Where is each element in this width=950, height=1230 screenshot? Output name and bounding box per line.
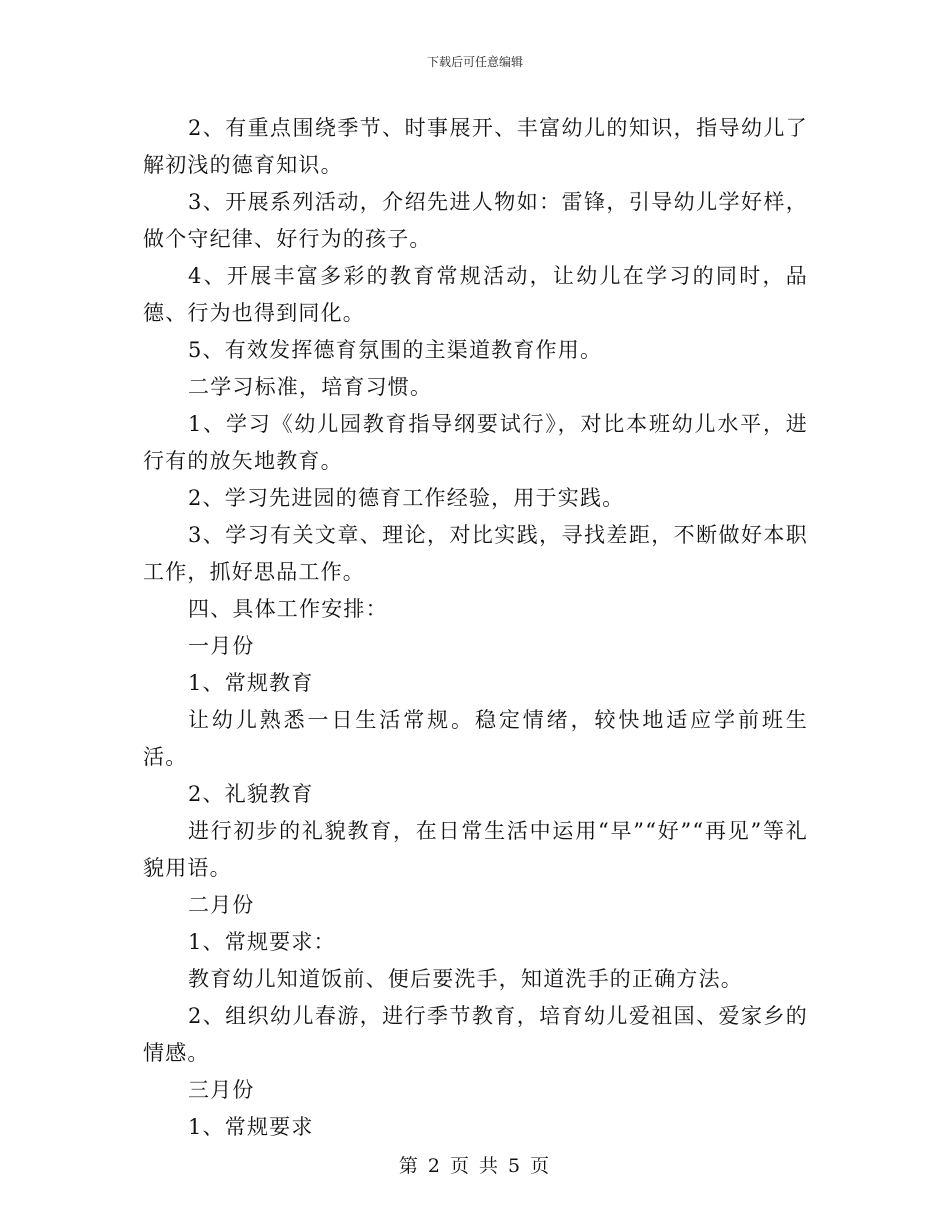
paragraph: 让幼儿熟悉一日生活常规。稳定情绪，较快地适应学前班生活。 — [143, 708, 808, 769]
page-number: 第 2 页 共 5 页 — [398, 1155, 552, 1177]
paragraph: 2、有重点围绕季节、时事展开、丰富幼儿的知识，指导幼儿了解初浅的德育知识。 — [143, 116, 808, 177]
section-heading: 四、具体工作安排： — [188, 597, 388, 621]
item-heading: 2、礼貌教育 — [188, 782, 314, 806]
paragraph: 进行初步的礼貌教育，在日常生活中运用“早”“好”“再见”等礼貌用语。 — [143, 819, 808, 880]
item-heading: 1、常规要求 — [188, 1115, 314, 1139]
paragraph: 3、学习有关文章、理论，对比实践，寻找差距，不断做好本职工作，抓好思品工作。 — [143, 523, 808, 584]
month-heading: 一月份 — [188, 634, 255, 658]
section-heading: 二学习标准，培育习惯。 — [188, 375, 433, 399]
paragraph: 2、学习先进园的德育工作经验，用于实践。 — [188, 486, 625, 510]
item-heading: 1、常规教育 — [188, 671, 314, 695]
paragraph: 5、有效发挥德育氛围的主渠道教育作用。 — [188, 338, 603, 362]
month-heading: 二月份 — [188, 893, 255, 917]
page-header-note: 下载后可任意编辑 — [426, 55, 523, 69]
month-heading: 三月份 — [188, 1078, 255, 1102]
paragraph: 2、组织幼儿春游，进行季节教育，培育幼儿爱祖国、爱家乡的情感。 — [143, 1004, 808, 1065]
paragraph: 教育幼儿知道饭前、便后要洗手，知道洗手的正确方法。 — [188, 967, 743, 991]
paragraph: 3、开展系列活动，介绍先进人物如：雷锋，引导幼儿学好样，做个守纪律、好行为的孩子。 — [143, 190, 808, 251]
paragraph: 4、开展丰富多彩的教育常规活动，让幼儿在学习的同时，品德、行为也得到同化。 — [143, 264, 808, 325]
document-body — [143, 110, 808, 1146]
item-heading: 1、常规要求： — [188, 930, 336, 954]
paragraph: 1、学习《幼儿园教育指导纲要试行》，对比本班幼儿水平，进行有的放矢地教育。 — [143, 412, 808, 473]
